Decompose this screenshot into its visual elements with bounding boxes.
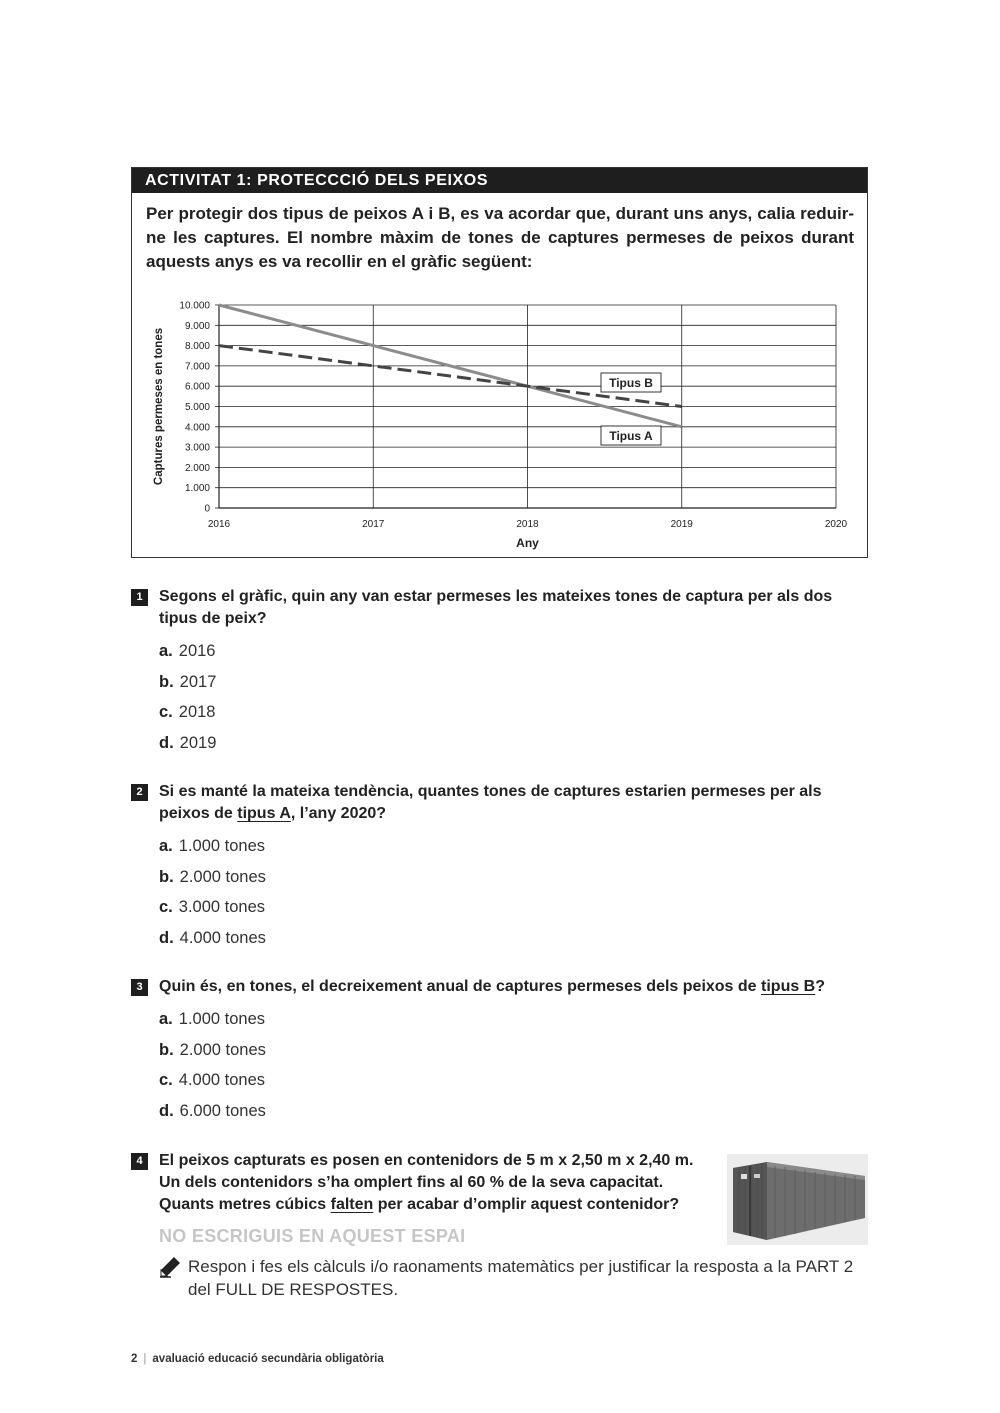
y-tick-label: 7.000 — [184, 361, 210, 373]
catch-limit-chart — [132, 168, 867, 557]
legend-label: Tipus A — [609, 429, 653, 443]
option-d[interactable]: d. 2019 — [159, 733, 217, 752]
question-number: 3 — [131, 979, 148, 996]
y-tick-label: 3.000 — [184, 442, 210, 454]
option-d[interactable]: d. 6.000 tones — [159, 1101, 266, 1120]
y-tick-label: 6.000 — [184, 381, 210, 393]
option-c[interactable]: c. 2018 — [159, 703, 216, 721]
option-c[interactable]: c. 3.000 tones — [159, 898, 266, 916]
option-b[interactable]: b. 2.000 tones — [159, 867, 266, 886]
question-text: Segons el gràfic, quin any van estar permeses les mateixes tones de captura per als dos tipus de peix? — [159, 588, 833, 627]
x-tick-label: 2018 — [516, 519, 539, 530]
y-tick-label: 4.000 — [184, 422, 210, 434]
option-d[interactable]: d. 4.000 tones — [159, 928, 266, 947]
question-text: Si es manté la mateixa tendència, quantes tones de captures estarien permeses per als peixos de tipus A, l’any 2020? — [159, 783, 822, 822]
x-axis-label: Any — [516, 536, 539, 550]
question-number: 4 — [131, 1153, 148, 1170]
question-text: Quin és, en tones, el decreixement anual de captures permeses dels peixos de tipus B? — [159, 978, 826, 995]
footer-text: avaluació educació secundària obligatòria — [152, 1353, 384, 1365]
no-write-notice: NO ESCRIGUIS EN AQUEST ESPAI — [159, 1226, 466, 1246]
y-tick-label: 2.000 — [184, 462, 210, 474]
y-tick-label: 10.000 — [179, 300, 210, 312]
question-3 — [131, 976, 868, 1126]
option-c[interactable]: c. 4.000 tones — [159, 1071, 266, 1089]
option-a[interactable]: a. 1.000 tones — [159, 1010, 266, 1028]
x-tick-label: 2017 — [362, 519, 385, 530]
y-tick-label: 9.000 — [184, 320, 210, 332]
legend-label: Tipus B — [609, 376, 653, 390]
question-number: 2 — [131, 784, 148, 801]
option-b[interactable]: b. 2017 — [159, 672, 217, 691]
answer-instructions: Respon i fes els càlculs i/o raonaments matemàtics per justificar la resposta a la PART 2 del FULL DE RESPOSTES. — [188, 1257, 854, 1299]
x-tick-label: 2016 — [207, 519, 231, 530]
page-footer: 2 | avaluació educació secundària obligatòria — [131, 1353, 384, 1365]
y-axis-label: Captures permeses en tones — [153, 327, 165, 486]
activity-title: ACTIVITAT 1: PROTECCCIÓ DELS PEIXOS — [132, 168, 867, 193]
option-a[interactable]: a. 2016 — [159, 642, 216, 660]
question-2 — [131, 781, 868, 953]
pencil-icon — [159, 1256, 181, 1278]
shipping-container-image — [727, 1154, 868, 1245]
question-text: El peixos capturats es posen en contenidors de 5 m x 2,50 m x 2,40 m. Un dels contenidors s’ha omplert fins al 60 % de la seva capacitat. Quants metres cúbics falten per acabar d’omplir aquest contenidor? — [159, 1152, 694, 1213]
question-number: 1 — [131, 589, 148, 606]
option-a[interactable]: a. 1.000 tones — [159, 837, 266, 855]
option-b[interactable]: b. 2.000 tones — [159, 1040, 266, 1059]
x-tick-label: 2020 — [824, 519, 848, 530]
y-tick-label: 1.000 — [184, 483, 210, 495]
activity-box — [131, 167, 868, 558]
question-1 — [131, 586, 868, 758]
y-tick-label: 0 — [204, 503, 210, 515]
y-tick-label: 5.000 — [184, 402, 210, 413]
activity-intro: Per protegir dos tipus de peixos A i B, es va acordar que, durant uns anys, calia reduir-ne les captures. El nombre màxim de tones de captures permeses de peixos durant aquests anys es va recollir en el gràfic següent: — [146, 204, 854, 271]
y-tick-label: 8.000 — [184, 341, 210, 353]
x-tick-label: 2019 — [670, 519, 693, 530]
page-number: 2 — [131, 1353, 138, 1365]
